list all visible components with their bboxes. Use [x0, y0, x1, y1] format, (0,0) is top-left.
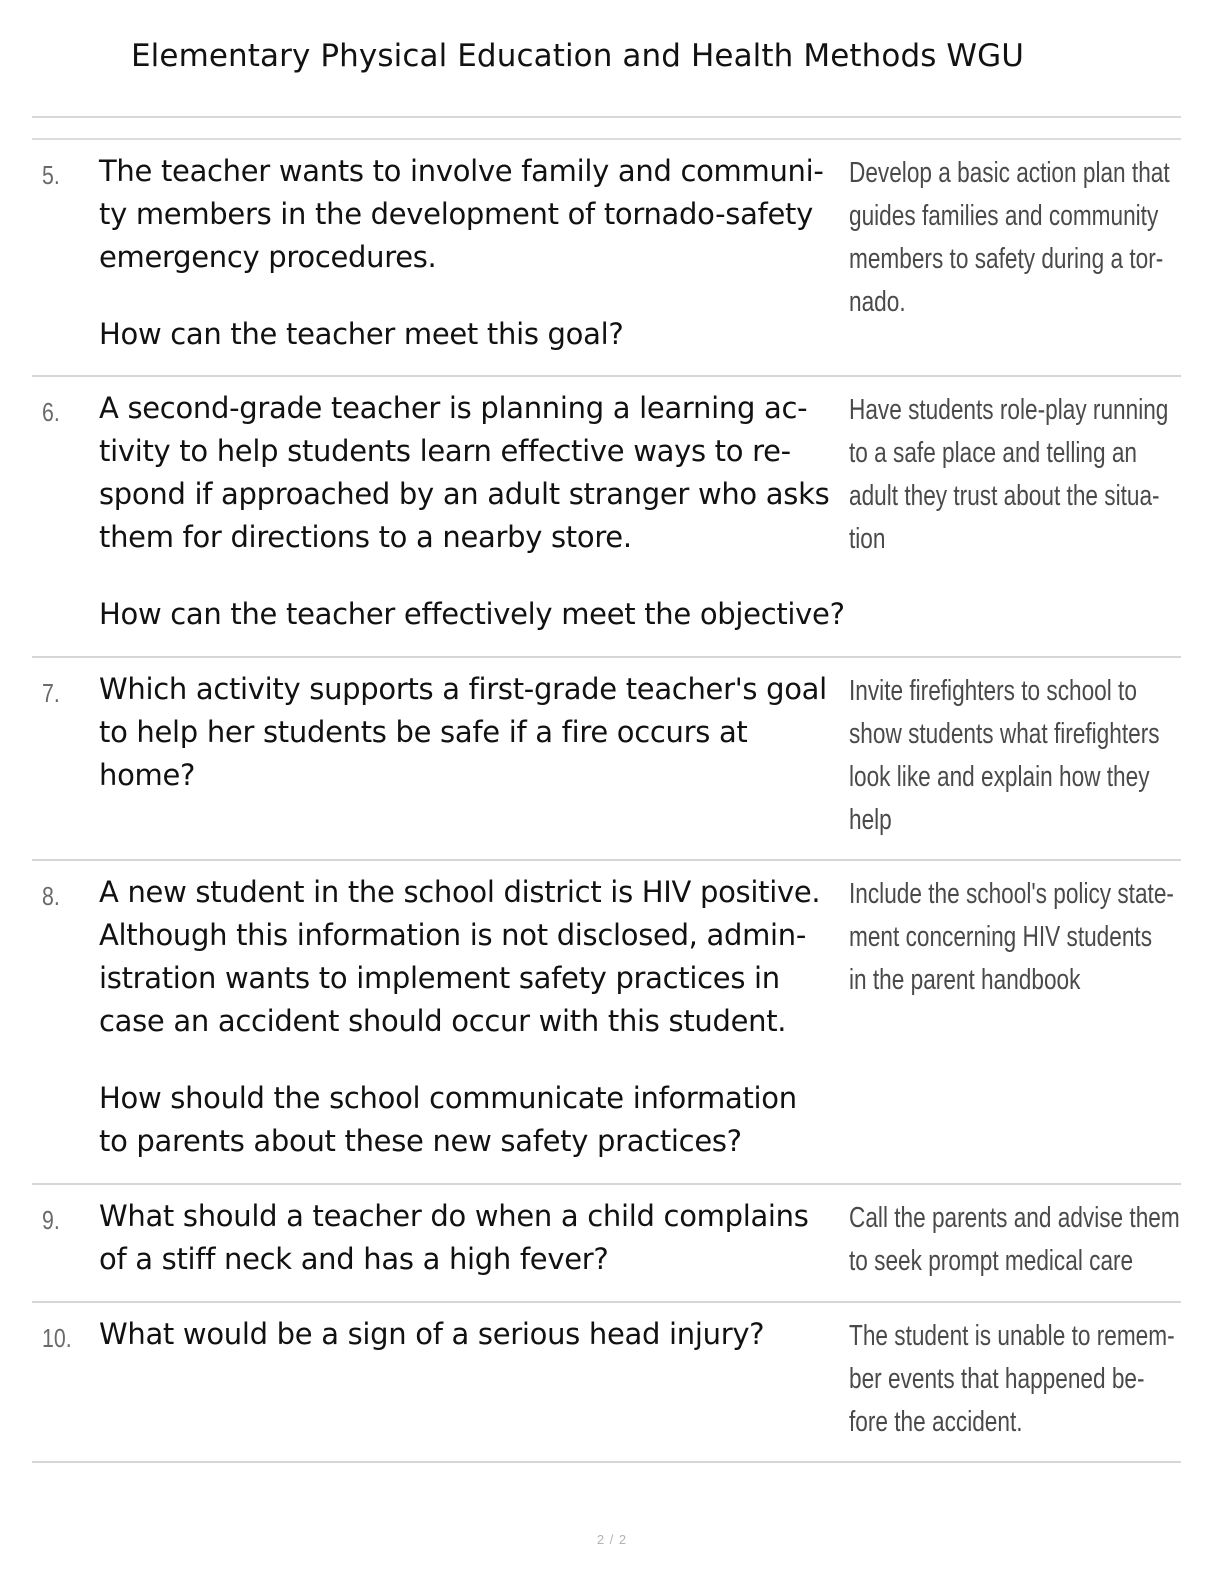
- term-line: What would be a sign of a serious head injury?: [99, 1317, 765, 1351]
- term-line: spond if approached by an adult stranger who asks: [99, 477, 830, 511]
- card-number: 10.: [42, 1323, 72, 1353]
- definition-line: Call the parents and advise them: [849, 1202, 1180, 1234]
- term-question: How can the teacher meet this goal?: [99, 317, 624, 351]
- card-definition: [849, 873, 1179, 1002]
- card-term: [99, 871, 849, 1163]
- paragraph-gap: [99, 1043, 849, 1077]
- definition-line: to a safe place and telling an: [849, 437, 1137, 469]
- card-number: 8.: [42, 881, 60, 911]
- card-definition: [849, 1315, 1179, 1444]
- term-line: case an accident should occur with this student.: [99, 1004, 787, 1038]
- term-question: to parents about these new safety practices?: [99, 1124, 742, 1158]
- definition-line: in the parent handbook: [849, 964, 1081, 996]
- term-line: A second-grade teacher is planning a learning ac-: [99, 391, 808, 425]
- definition-line: Include the school's policy state-: [849, 878, 1174, 910]
- card-number: 6.: [42, 397, 60, 427]
- flashcard-row: [32, 1185, 1181, 1303]
- flashcard-list: [32, 140, 1181, 1463]
- definition-line: nado.: [849, 286, 906, 318]
- term-line: Which activity supports a first-grade teacher's goal: [99, 672, 827, 706]
- term-line: ty members in the development of tornado-safety: [99, 197, 813, 231]
- term-question: How can the teacher effectively meet the objective?: [99, 597, 845, 631]
- card-term: [99, 1313, 849, 1356]
- term-line: of a stiff neck and has a high fever?: [99, 1242, 609, 1276]
- definition-line: Invite firefighters to school to: [849, 675, 1137, 707]
- flashcard-row: [32, 377, 1181, 658]
- card-term: [99, 1195, 849, 1281]
- definition-line: Have students role-play running: [849, 394, 1169, 426]
- header-divider: [32, 116, 1181, 118]
- definition-line: look like and explain how they: [849, 761, 1150, 793]
- term-line: emergency procedures.: [99, 240, 437, 274]
- term-line: them for directions to a nearby store.: [99, 520, 632, 554]
- card-number: 9.: [42, 1205, 60, 1235]
- term-line: What should a teacher do when a child complains: [99, 1199, 809, 1233]
- term-line: to help her students be safe if a fire occurs at: [99, 715, 748, 749]
- definition-line: adult they trust about the situa-: [849, 480, 1160, 512]
- card-number: 7.: [42, 678, 60, 708]
- definition-line: show students what firefighters: [849, 718, 1160, 750]
- definition-line: help: [849, 804, 892, 836]
- page-title: Elementary Physical Education and Health Methods WGU: [131, 38, 1025, 74]
- term-line: A new student in the school district is HIV positive.: [99, 875, 821, 909]
- term-question: How should the school communicate information: [99, 1081, 797, 1115]
- term-line: Although this information is not disclosed, admin-: [99, 918, 807, 952]
- flashcard-row: [32, 1303, 1181, 1463]
- card-term: [99, 150, 849, 356]
- card-term: [99, 387, 849, 636]
- term-line: home?: [99, 758, 196, 792]
- card-definition: [849, 1197, 1179, 1283]
- page-number: 2 / 2: [596, 1532, 628, 1547]
- paragraph-gap: [99, 279, 849, 313]
- card-definition: [849, 670, 1179, 842]
- definition-line: members to safety during a tor-: [849, 243, 1164, 275]
- definition-line: The student is unable to remem-: [849, 1320, 1175, 1352]
- definition-line: ber events that happened be-: [849, 1363, 1145, 1395]
- paragraph-gap: [99, 559, 849, 593]
- term-line: The teacher wants to involve family and communi-: [99, 154, 824, 188]
- definition-line: Develop a basic action plan that: [849, 157, 1170, 189]
- flashcard-row: [32, 658, 1181, 861]
- term-line: tivity to help students learn effective ways to re-: [99, 434, 791, 468]
- definition-line: fore the accident.: [849, 1406, 1023, 1438]
- card-number: 5.: [42, 160, 60, 190]
- flashcard-row: [32, 861, 1181, 1185]
- term-line: istration wants to implement safety practices in: [99, 961, 780, 995]
- definition-line: ment concerning HIV students: [849, 921, 1153, 953]
- definition-line: guides families and community: [849, 200, 1159, 232]
- definition-line: to seek prompt medical care: [849, 1245, 1134, 1277]
- card-definition: [849, 152, 1179, 324]
- card-definition: [849, 389, 1179, 561]
- definition-line: tion: [849, 523, 886, 555]
- flashcard-row: [32, 140, 1181, 377]
- card-term: [99, 668, 849, 797]
